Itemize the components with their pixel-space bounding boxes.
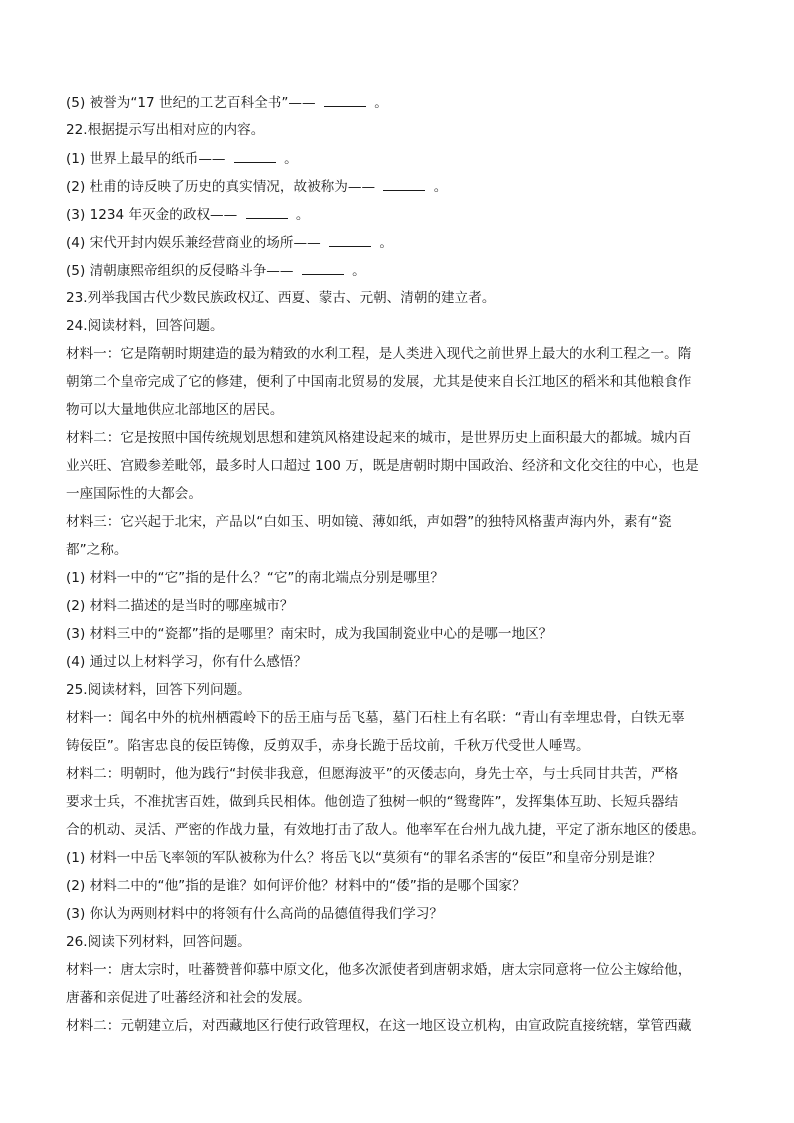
fill-in-item <box>66 204 734 224</box>
question-heading: 25.阅读材料，回答下列问题。 <box>66 682 251 698</box>
material-text: 材料三：它兴起于北宋，产品以“白如玉、明如镜、薄如纸，声如磬”的独特风格蜚声海内外，素有“瓷 <box>66 514 672 530</box>
material-text: 都”之称。 <box>66 542 128 558</box>
sub-question: (2) 材料二描述的是当时的哪座城市？ <box>66 598 294 614</box>
fill-in-item <box>66 92 734 112</box>
material-text: 合的机动、灵活、严密的作战力量，有效地打击了敌人。他率军在台州九战九捷，平定了浙东地区的倭患。 <box>66 822 705 838</box>
material-text: 业兴旺、宫殿参差毗邻，最多时人口超过 100 万，既是唐朝时期中国政治、经济和文化交往的中心，也是 <box>66 458 699 474</box>
answer-blank[interactable] <box>234 148 276 163</box>
item-end: 。 <box>279 151 298 167</box>
answer-blank[interactable] <box>246 204 288 219</box>
item-text: (5) 被誉为“17 世纪的工艺百科全书”—— <box>66 95 320 111</box>
material-text: 朝第二个皇帝完成了它的修建，便利了中国南北贸易的发展，尤其是使来自长江地区的稻米和其他粮食作 <box>66 374 692 390</box>
item-text: (2) 杜甫的诗反映了历史的真实情况，故被称为—— <box>66 179 380 195</box>
question-heading: 24.阅读材料，回答问题。 <box>66 318 224 334</box>
sub-question: (4) 通过以上材料学习，你有什么感悟？ <box>66 654 308 670</box>
fill-in-item <box>66 148 734 168</box>
material-text: 材料一：闻名中外的杭州栖霞岭下的岳王庙与岳飞墓，墓门石柱上有名联：“青山有幸埋忠骨，白铁无辜 <box>66 710 685 726</box>
material-text: 材料二：明朝时，他为践行“封侯非我意，但愿海波平”的灭倭志向，身先士卒，与士兵同甘共苦，严格 <box>66 766 679 782</box>
sub-question: (2) 材料二中的“他”指的是谁？如何评价他？材料中的“倭”指的是哪个国家？ <box>66 878 526 894</box>
material-text: 材料二：元朝建立后，对西藏地区行使行政管理权，在这一地区设立机构，由宣政院直接统辖，掌管西藏 <box>66 1018 692 1034</box>
item-text: (4) 宋代开封内娱乐兼经营商业的场所—— <box>66 235 325 251</box>
question-heading: 22.根据提示写出相对应的内容。 <box>66 122 265 138</box>
material-text: 材料一：它是隋朝时期建造的最为精致的水利工程，是人类进入现代之前世界上最大的水利工程之一。隋 <box>66 346 692 362</box>
material-text: 唐蕃和亲促进了吐蕃经济和社会的发展。 <box>66 990 311 1006</box>
item-end: 。 <box>375 235 393 251</box>
sub-question: (3) 你认为两则材料中的将领有什么高尚的品德值得我们学习？ <box>66 906 444 922</box>
material-text: 物可以大量地供应北部地区的居民。 <box>66 402 284 418</box>
item-end: 。 <box>291 207 310 223</box>
fill-in-item <box>66 232 734 252</box>
sub-question: (1) 材料一中岳飞率领的军队被称为什么？将岳飞以“莫须有“的罪名杀害的“佞臣”和皇帝分别是谁？ <box>66 850 662 866</box>
item-text: (1) 世界上最早的纸币—— <box>66 151 230 167</box>
material-text: 材料一：唐太宗时，吐蕃赞普仰慕中原文化，他多次派使者到唐朝求婚，唐太宗同意将一位公主嫁给他， <box>66 962 692 978</box>
fill-in-item <box>66 176 734 196</box>
answer-blank[interactable] <box>383 176 425 191</box>
question-heading: 26.阅读下列材料，回答问题。 <box>66 934 251 950</box>
item-end: 。 <box>369 95 388 111</box>
item-end: 。 <box>347 263 366 279</box>
item-text: (3) 1234 年灭金的政权—— <box>66 207 242 223</box>
answer-blank[interactable] <box>324 92 366 107</box>
material-text: 一座国际性的大都会。 <box>66 486 202 502</box>
sub-question: (3) 材料三中的“瓷都”指的是哪里？南宋时，成为我国制瓷业中心的是哪一地区？ <box>66 626 553 642</box>
material-text: 铸佞臣”。陷害忠良的佞臣铸像，反剪双手，赤身长跪于岳坟前，千秋万代受世人唾骂。 <box>66 738 590 754</box>
fill-in-item <box>66 260 734 280</box>
item-end: 。 <box>429 179 448 195</box>
answer-blank[interactable] <box>302 260 344 275</box>
answer-blank[interactable] <box>329 232 371 247</box>
item-text: (5) 清朝康熙帝组织的反侵略斗争—— <box>66 263 298 279</box>
question-heading: 23.列举我国古代少数民族政权辽、西夏、蒙古、元朝、清朝的建立者。 <box>66 290 496 306</box>
sub-question: (1) 材料一中的“它”指的是什么？“它”的南北端点分别是哪里？ <box>66 570 444 586</box>
material-text: 材料二：它是按照中国传统规划思想和建筑风格建设起来的城市，是世界历史上面积最大的都城。城内百 <box>66 430 692 446</box>
material-text: 要求士兵，不准扰害百姓，做到兵民相体。他创造了独树一帜的“鸳鸯阵”，发挥集体互助、长短兵器结 <box>66 794 679 810</box>
